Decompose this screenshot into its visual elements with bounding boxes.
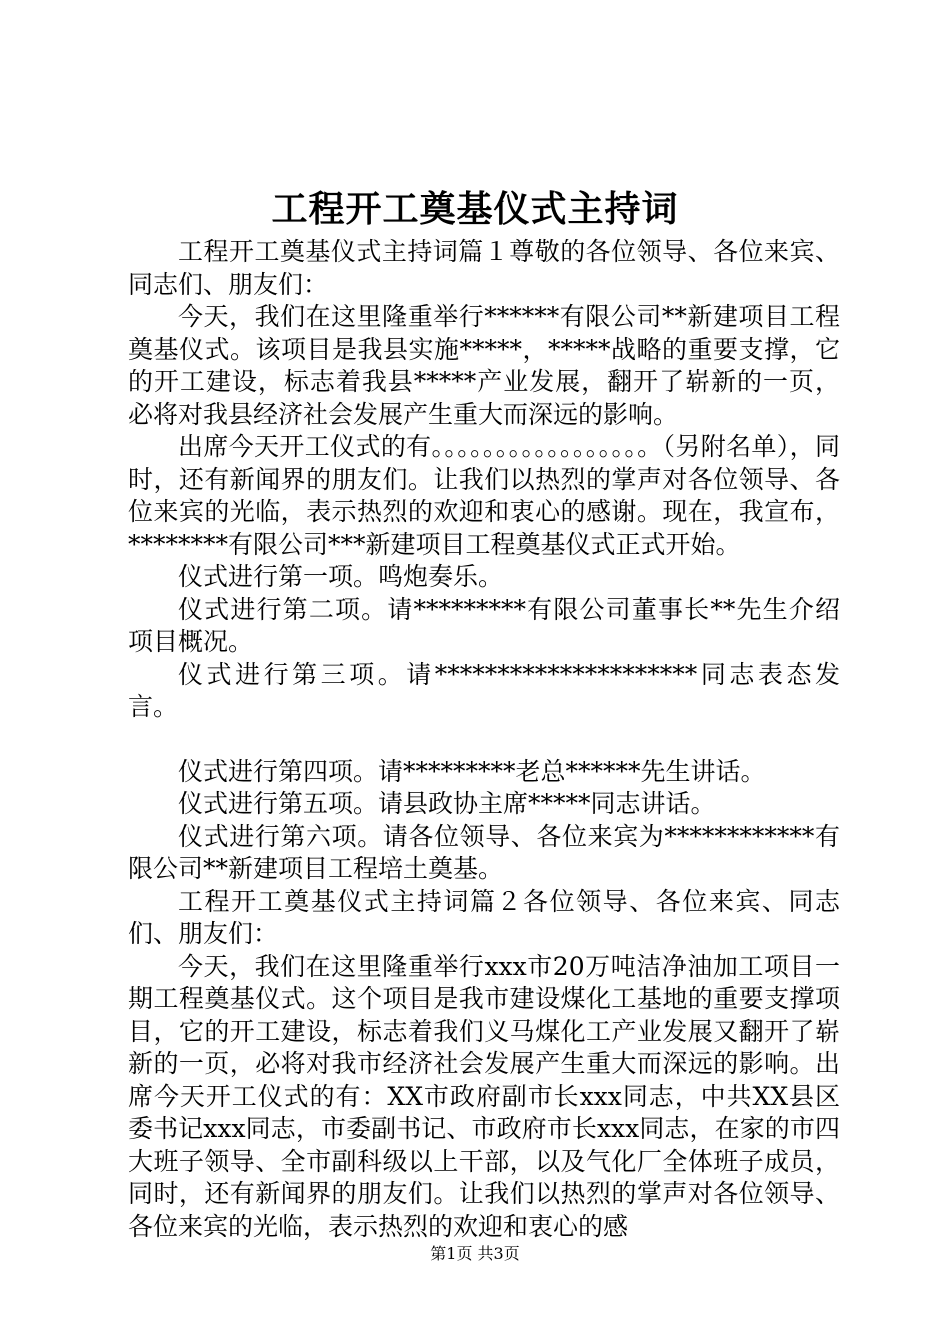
page-number: 第1页 共3页 bbox=[430, 1244, 520, 1263]
paragraph-item-4: 仪式进行第四项。请*********老总******先生讲话。 bbox=[178, 756, 766, 786]
paragraph-item-1: 仪式进行第一项。鸣炮奏乐。 bbox=[178, 562, 504, 591]
paragraph-item-6: 仪式进行第六项。请各位领导、各位来宾为************有限公司**新建项目工程培土奠基。 bbox=[128, 821, 840, 883]
paragraph-opening-1: 今天，我们在这里隆重举行******有限公司**新建项目工程奠基仪式。该项目是我县实施*****，*****战略的重要支撑，它的开工建设，标志着我县*****产业发展，翻开了崭新的一页，必将对我县经济社会发展产生重大而深远的影响。 bbox=[128, 302, 840, 429]
paragraph-intro-2: 工程开工奠基仪式主持词篇２各位领导、各位来宾、同志们、朋友们： bbox=[128, 886, 840, 948]
paragraph-opening-2: 今天，我们在这里隆重举行xxx市20万吨洁净油加工项目一期工程奠基仪式。这个项目是我市建设煤化工基地的重要支撑项目，它的开工建设，标志着我们义马煤化工产业发展又翻开了崭新的一页，必将对我市经济社会发展产生重大而深远的影响。出席今天开工仪式的有：XX市政府副市长xxx同志，中共XX县区委书记xxx同志，市委副书记、市政府市长xxx同志，在家的市四大班子领导、全市副科级以上干部，以及气化厂全体班子成员，同时，还有新闻界的朋友们。让我们以热烈的掌声对各位领导、各位来宾的光临，表示热烈的欢迎和衷心的感 bbox=[128, 951, 840, 1241]
paragraph-intro-1: 工程开工奠基仪式主持词篇１尊敬的各位领导、各位来宾、同志们、朋友们： bbox=[128, 237, 840, 299]
paragraph-attendees-1: 出席今天开工仪式的有。。。。。。。。。。。。。。。。。（另附名单），同时，还有新闻界的朋友们。让我们以热烈的掌声对各位领导、各位来宾的光临，表示热烈的欢迎和衷心的感谢。现在，我宣布，********有限公司***新建项目工程奠基仪式正式开始。 bbox=[128, 432, 840, 559]
paragraph-item-5: 仪式进行第五项。请县政协主席*****同志讲话。 bbox=[178, 789, 716, 818]
paragraph-item-2: 仪式进行第二项。请*********有限公司董事长**先生介绍项目概况。 bbox=[128, 594, 840, 656]
document-body bbox=[128, 236, 840, 1243]
document-title: 工程开工奠基仪式主持词 bbox=[271, 188, 679, 230]
paragraph-item-3: 仪式进行第三项。请*********************同志表态发言。 bbox=[128, 659, 840, 721]
